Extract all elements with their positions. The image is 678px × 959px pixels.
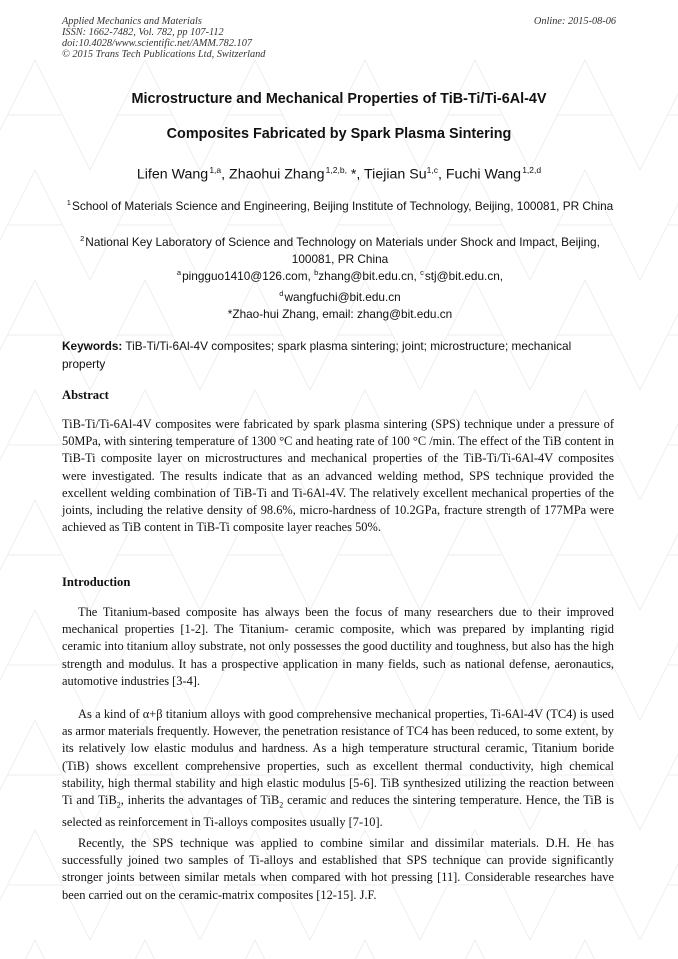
- affiliation-sup: 1: [66, 198, 71, 207]
- doi: doi:10.4028/www.scientific.net/AMM.782.107: [62, 38, 252, 49]
- watermark-stroke: [640, 60, 678, 170]
- intro-p2-part-b: , inherits the advantages of TiB: [120, 793, 280, 808]
- intro-paragraph-1: The Titanium-based composite has always been the focus of many researchers due to their improved mechanical properties [1-2]. The Titanium- ceramic composite, which was prepared by implanting rigid ceramic into titanium alloy substrate, not only possesses the good ductility and toughness, but also has the high strength and modulus. It has a prospective application in many fields, such as national defense, aeronautics, automotive industries [3-4].: [62, 605, 614, 688]
- author-sup: 1,c: [426, 165, 438, 175]
- author-sep: *,: [346, 166, 365, 183]
- author-name: Lifen Wang: [136, 166, 209, 183]
- affiliation-2: [62, 230, 618, 268]
- watermark-stroke: [420, 60, 530, 170]
- watermark-stroke: [200, 60, 310, 170]
- email-b: zhang@bit.edu.cn,: [318, 268, 417, 283]
- intro-p2-part-a: As a kind of α+β titanium alloys with good comprehensive mechanical properties, Ti-6Al-4V (TC4) is used as armor materials frequently. However, the penetration resistance of TC4 has been reduced, to some extent, by its relatively low elastic modulus and hardness. As a high temperature structural ceramic, Titanium boride (TiB) shows excellent comprehensive properties, such as excellent thermal conductivity, high chemical stability, high thermal stability and high elastic modulus [5-6]. TiB synthesized utilizing the reaction between Ti and TiB: [62, 707, 614, 808]
- title-line-1: Microstructure and Mechanical Properties of TiB-Ti/Ti-6Al-4V: [131, 91, 547, 107]
- journal-header: [62, 16, 265, 60]
- email-c: stj@bit.edu.cn,: [424, 268, 504, 283]
- author-name: Zhaohui Zhang: [229, 166, 325, 183]
- abstract-text: TiB-Ti/Ti-6Al-4V composites were fabricated by spark plasma sintering (SPS) technique under a pressure of 50MPa, with sintering temperature of 1300 °C and heating rate of 100 °C /min. The effect of the TiB content in TiB-Ti composite layer on microstructures and mechanical properties of the TiB-Ti/Ti-6Al-4V composites were investigated. The results indicate that as an advanced welding method, SPS technique provided the excellent welding combination of TiB-Ti and Ti-6Al-4V. The relatively excellent mechanical properties of the joints, including the relative density of 98.6%, micro-hardness of 10.2GPa, fracture strength of 177MPa were achieved as TiB content in TiB-Ti composite layer reaches 50%.: [62, 417, 614, 535]
- copyright: © 2015 Trans Tech Publications Ltd, Switzerland: [62, 49, 266, 60]
- watermark-stroke: [90, 60, 200, 170]
- journal-name: Applied Mechanics and Materials: [62, 16, 202, 27]
- subscript: 2: [116, 800, 121, 810]
- keywords: [62, 337, 616, 373]
- subscript: 2: [279, 800, 284, 810]
- watermark-stroke: [640, 720, 678, 830]
- email-line-2: $^d$ wangfuchi@bit.edu.cn: [279, 288, 401, 304]
- watermark-stroke: [640, 830, 678, 940]
- keywords-label: Keywords:: [62, 339, 123, 353]
- watermark-stroke: [640, 500, 678, 610]
- watermark-stroke: [310, 60, 420, 170]
- author-sep: ,: [221, 166, 230, 183]
- email-a: pingguo1410@126.com,: [182, 268, 311, 283]
- watermark-stroke: [530, 940, 640, 959]
- author-name: Tiejian Su: [364, 166, 427, 183]
- watermark-stroke: [200, 940, 310, 959]
- affiliation-text: National Key Laboratory of Science and Technology on Materials under Shock and Impact, Beijing, 100081, PR China: [85, 234, 600, 266]
- watermark-stroke: [640, 610, 678, 720]
- affiliation-1: [62, 194, 618, 215]
- watermark-stroke: [640, 940, 678, 959]
- affiliation-sup: 2: [80, 234, 85, 243]
- watermark-stroke: [530, 60, 640, 170]
- watermark-stroke: [0, 60, 90, 170]
- intro-p2-part-c: ceramic and reduces the sintering temperature. Hence, the TiB is selected as reinforcement in Ti-alloys composites usually [7-10].: [62, 793, 615, 829]
- introduction-heading: Introduction: [62, 575, 131, 589]
- watermark-stroke: [90, 940, 200, 959]
- affiliation-text: School of Materials Science and Engineering, Beijing Institute of Technology, Beijing, 100081, PR China: [71, 198, 614, 213]
- abstract-heading: Abstract: [62, 388, 109, 402]
- watermark-stroke: [640, 280, 678, 390]
- author-sup: 1,2,b,: [325, 165, 347, 175]
- watermark-stroke: [0, 940, 90, 959]
- author-name: Fuchi Wang: [445, 166, 522, 183]
- watermark-stroke: [640, 170, 678, 280]
- keywords-text: TiB-Ti/Ti-6Al-4V composites; spark plasma sintering; joint; microstructure; mechanical property: [62, 339, 572, 371]
- email-block: [62, 264, 618, 323]
- corresponding-author: *Zhao-hui Zhang, email: zhang@bit.edu.cn: [227, 306, 453, 321]
- title-line-2: Composites Fabricated by Spark Plasma Sintering: [166, 126, 512, 142]
- intro-paragraph-3: Recently, the SPS technique was applied to combine similar and dissimilar materials. D.H. He has successfully joined two samples of Ti-alloys and established that SPS technique can provide significantly stronger joints between similar metals when compared with hot pressing [11]. Considerable researches have been carried out on the ceramic-matrix composites [12-15]. J.F.: [62, 836, 614, 902]
- author-sup: 1,a: [209, 165, 222, 175]
- email-d: wangfuchi@bit.edu.cn: [284, 289, 401, 304]
- author-sep: ,: [437, 166, 446, 183]
- author-list: [40, 165, 638, 183]
- online-date: Online: 2015-08-06: [533, 16, 616, 27]
- issn: ISSN: 1662-7482, Vol. 782, pp 107-112: [62, 27, 224, 38]
- intro-paragraph-2: [62, 706, 614, 831]
- author-sup: 1,2,d: [522, 165, 542, 175]
- watermark-stroke: [640, 390, 678, 500]
- email-line-1: $^a$ pingguo1410@126.com, $^b$zhang@bit.edu.cn, $^c$ stj@bit.edu.cn,: [176, 268, 504, 283]
- watermark-stroke: [420, 940, 530, 959]
- watermark-stroke: [310, 940, 420, 959]
